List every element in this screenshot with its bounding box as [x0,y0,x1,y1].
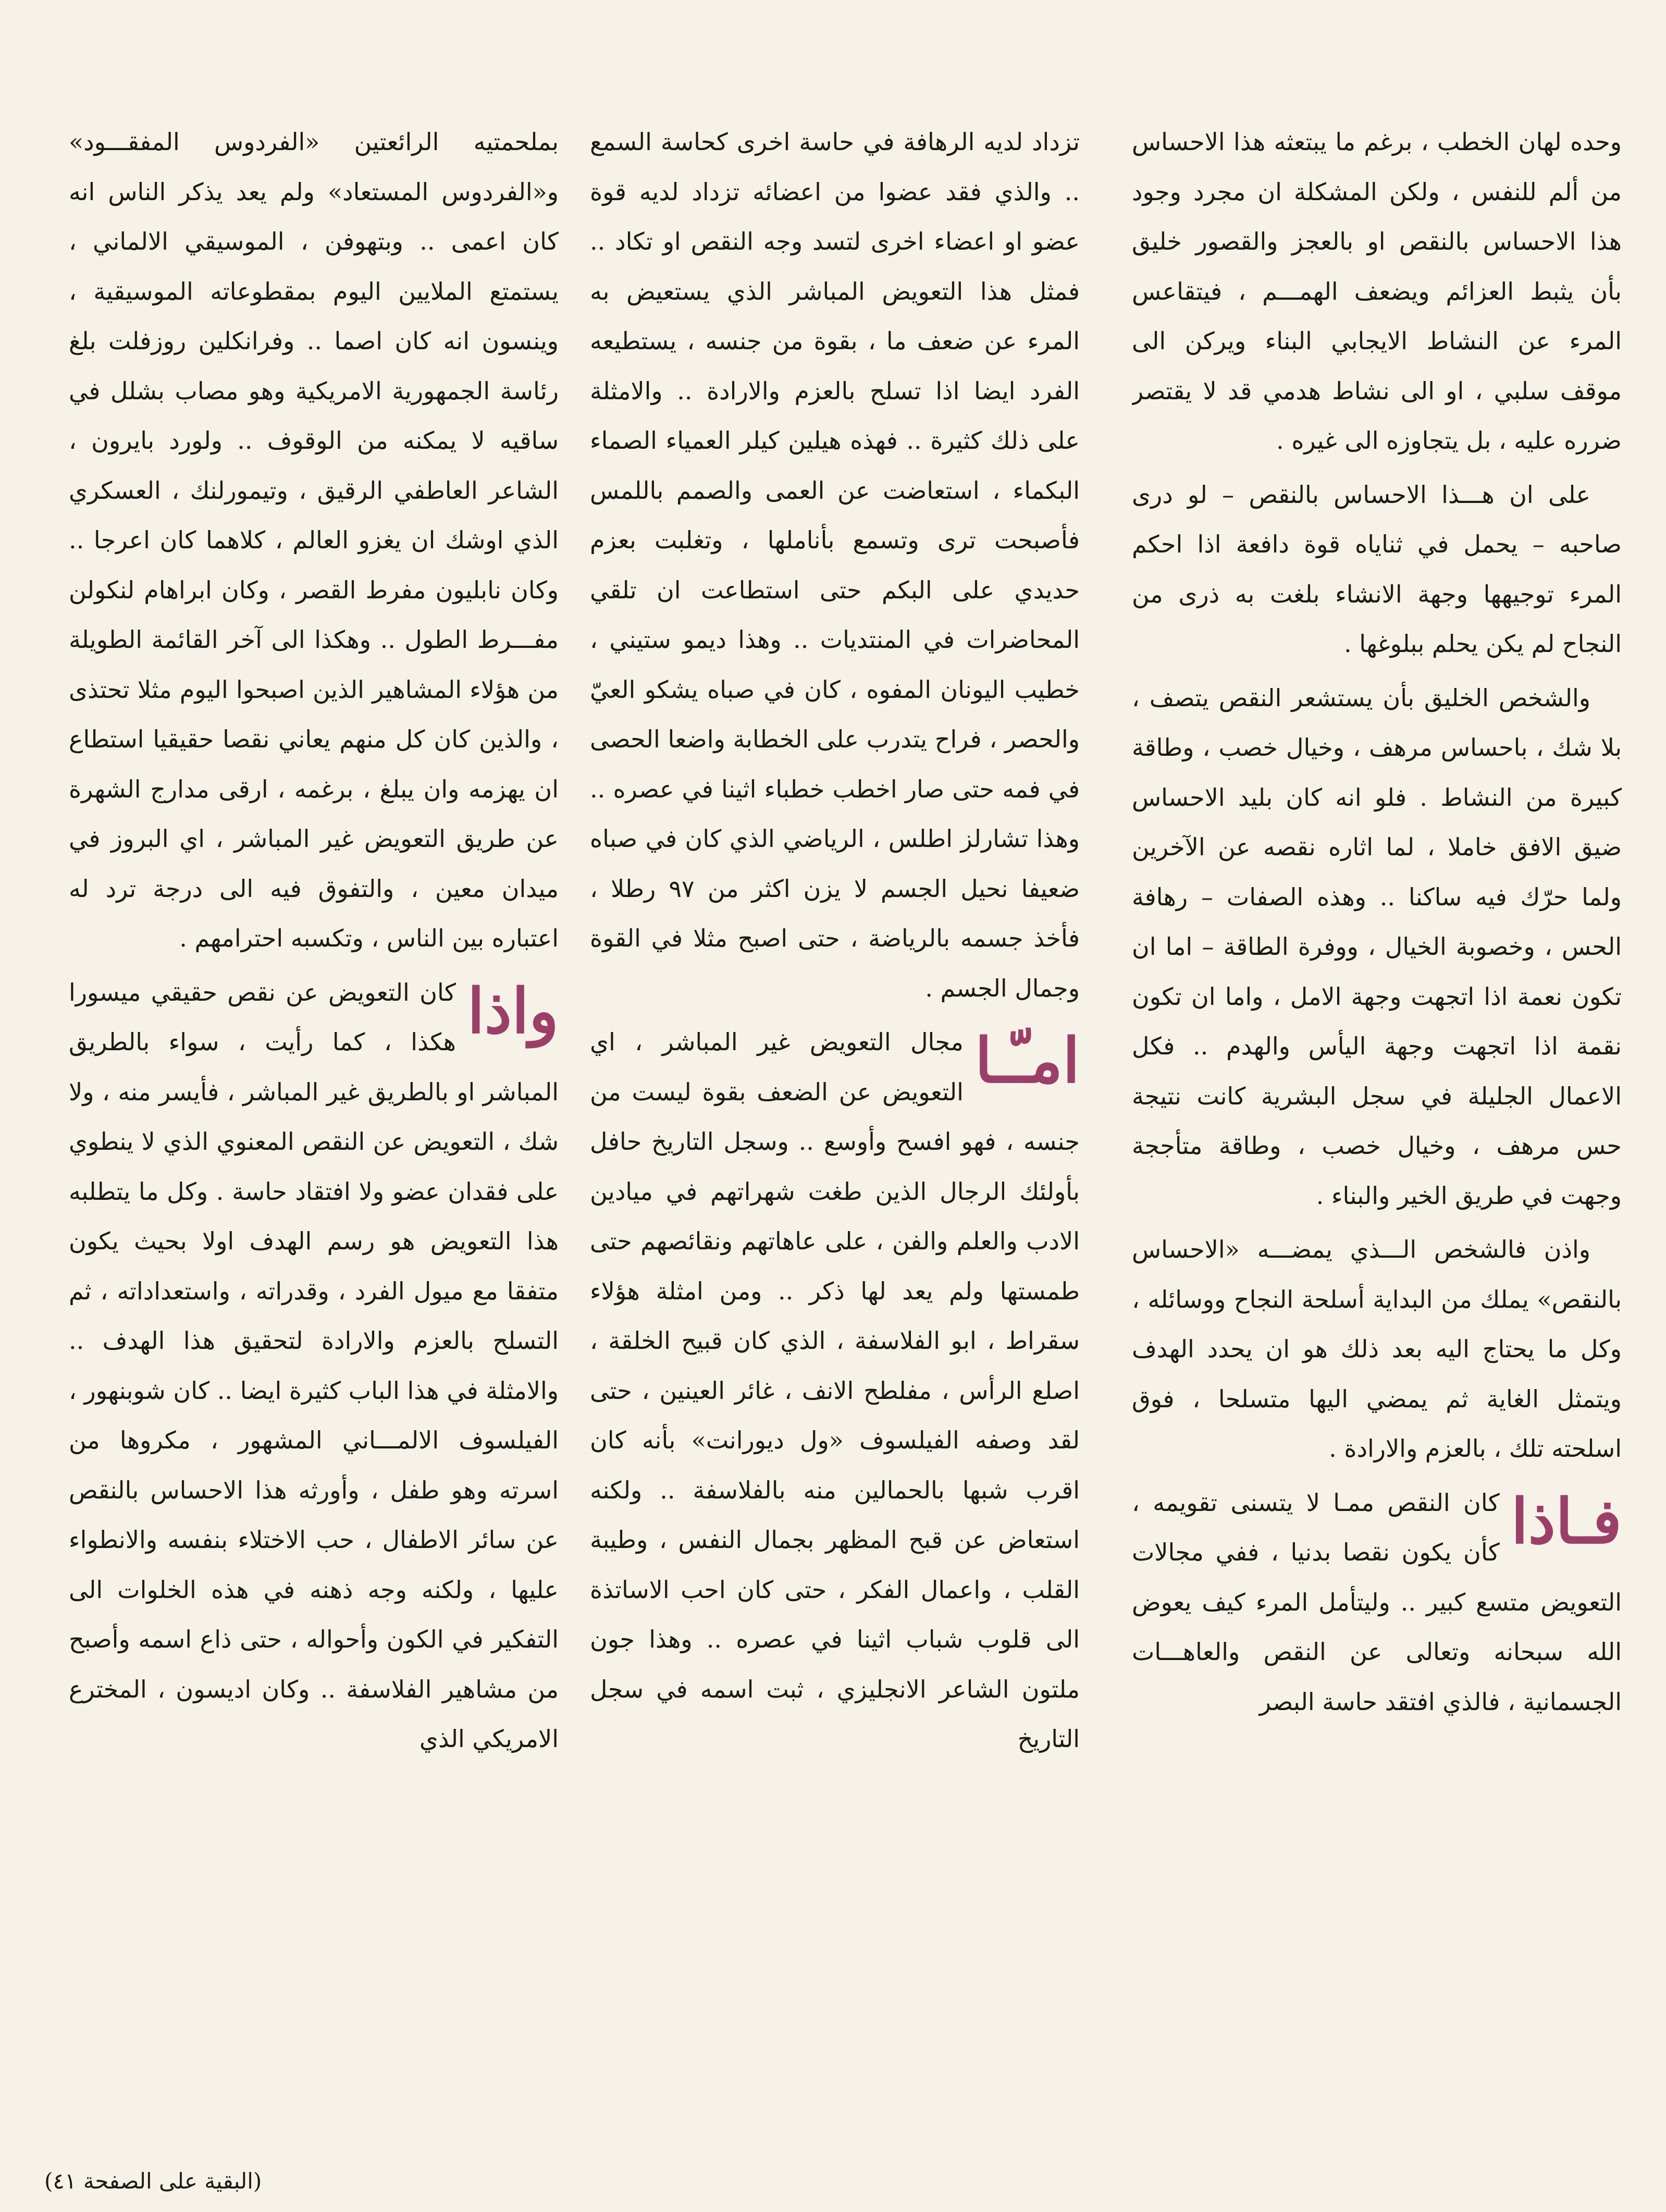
continuation-note: (البقية على الصفحة ٤١) [44,2168,262,2194]
dropcap-paragraph [590,1017,1080,1764]
paragraph: واذن فالشخص الـــذي يمضـــه «الاحساس بالنقص» يملك من البداية أسلحة النجاح ووسائله ، وكل ما يحتاج اليه بعد ذلك هو ان يحدد الهدف ويتمثل الغاية ثم يمضي اليها متسلحا ، فوق اسلحته تلك ، بالعزم والارادة . [1132,1235,1622,1463]
paragraph: على ان هـــذا الاحساس بالنقص – لو درى صاحبه – يحمل في ثناياه قوة دافعة اذا احكم المرء توجيهها وجهة الانشاء بلغت به ذرى من النجاح لم يكن يحلم ببلوغها . [1132,480,1622,658]
paragraph: كان النقص ممـا لا يتسنى تقويمه ، كأن يكون نقصا بدنيا ، ففي مجالات التعويض متسع كبير .. وليتأمل المرء كيف يعوض الله سبحانه وتعالى عن النقص والعاهـــات الجسمانية ، فالذي افتقد حاسة البصر [1132,1488,1622,1716]
dropcap-word: فـاذا [1511,1484,1622,1557]
paragraph: والشخص الخليق بأن يستشعر النقص يتصف ، بلا شك ، باحساس مرهف ، وخيال خصب ، وطاقة كبيرة من النشاط . فلو انه كان بليد الاحساس ضيق الافق خاملا ، لما اثاره نقصه عن الآخرين ولما حرّك فيه ساكنا .. وهذه الصفات – رهافة الحس ، وخصوبة الخيال ، ووفرة الطاقة – اما ان تكون نعمة اذا اتجهت وجهة الامل ، واما ان تكون نقمة اذا اتجهت وجهة اليأس والهدم .. فكل الاعمال الجليلة في سجل البشرية كانت نتيجة حس مرهف ، وخيال خصب ، وطاقة متأججة وجهت في طريق الخير والبناء . [1132,683,1622,1210]
paragraph: تزداد لديه الرهافة في حاسة اخرى كحاسة السمع .. والذي فقد عضوا من اعضائه تزداد لديه قوة عضو او اعضاء اخرى لتسد وجه النقص او تكاد .. فمثل هذا التعويض المباشر الذي يستعيض به المرء عن ضعف ما ، بقوة من جنسه ، يستطيعه الفرد ايضا اذا تسلح بالعزم والارادة .. والامثلة على ذلك كثيرة .. فهذه هيلين كيلر العمياء الصماء البكماء ، استعاضت عن العمى والصمم باللمس فأصبحت ترى وتسمع بأناملها ، وتغلبت بعزم حديدي على البكم حتى استطاعت ان تلقي المحاضرات في المنتديات .. وهذا ديمو ستيني ، خطيب اليونان المفوه ، كان في صباه يشكو العيّ والحصر ، فراح يتدرب على الخطابة واضعا الحصى في فمه حتى صار اخطب خطباء اثينا في عصره .. وهذا تشارلز اطلس ، الرياضي الذي كان في صباه ضعيفا نحيل الجسم لا يزن اكثر من ٩٧ رطلا ، فأخذ جسمه بالرياضة ، حتى اصبح مثلا في القوة وجمال الجسم . [590,128,1080,1002]
article-column-left [69,117,559,2166]
paragraph: وحده لهان الخطب ، برغم ما يبتعثه هذا الاحساس من ألم للنفس ، ولكن المشكلة ان مجرد وجود هذا الاحساس بالنقص او بالعجز والقصور خليق بأن يثبط العزائم ويضعف الهمـــم ، فيتقاعس المرء عن النشاط الايجابي البناء ويركن الى موقف سلبي ، او الى نشاط هدمي قد لا يقتصر ضرره عليه ، بل يتجاوزه الى غيره . [1132,128,1622,454]
article-column-right [1132,117,1622,2166]
dropcap-word: امـّـا [974,1024,1080,1097]
article-column-middle [590,117,1080,2166]
paragraph: مجال التعويض غير المباشر ، اي التعويض عن الضعف بقوة ليست من جنسه ، فهو افسح وأوسع .. وسجل التاريخ حافل بأولئك الرجال الذين طغت شهراتهم في ميادين الادب والعلم والفن ، على عاهاتهم ونقائصهم حتى طمستها ولم يعد لها ذكر .. ومن امثلة هؤلاء سقراط ، ابو الفلاسفة ، الذي كان قبيح الخلقة ، اصلع الرأس ، مفلطح الانف ، غائر العينين ، حتى لقد وصفه الفيلسوف «ول ديورانت» بأنه كان اقرب شبها بالحمالين منه بالفلاسفة .. ولكنه استعاض عن قبح المظهر بجمال النفس ، وطيبة القلب ، واعمال الفكر ، حتى كان احب الاساتذة الى قلوب شباب اثينا في عصره .. وهذا جون ملتون الشاعر الانجليزي ، ثبت اسمه في سجل التاريخ [590,1028,1080,1753]
paragraph: كان التعويض عن نقص حقيقي ميسورا هكذا ، كما رأيت ، سواء بالطريق المباشر او بالطريق غير المباشر ، فأيسر منه ، ولا شك ، التعويض عن النقص المعنوي الذي لا ينطوي على فقدان عضو ولا افتقاد حاسة . وكل ما يتطلبه هذا التعويض هو رسم الهدف اولا بحيث يكون متفقا مع ميول الفرد ، وقدراته ، واستعداداته ، ثم التسلح بالعزم والارادة لتحقيق هذا الهدف .. والامثلة في هذا الباب كثيرة ايضا .. كان شوبنهور ، الفيلسوف الالمـــاني المشهور ، مكروها من اسرته وهو طفل ، وأورثه هذا الاحساس بالنقص عن سائر الاطفال ، حب الاختلاء بنفسه والانطواء عليها ، ولكنه وجه ذهنه في هذه الخلوات الى التفكير في الكون وأحواله ، حتى ذاع اسمه وأصبح من مشاهير الفلاسفة .. وكان اديسون ، المخترع الامريكي الذي [69,978,559,1753]
paragraph: بملحمتيه الرائعتين «الفردوس المفقـــود» و«الفردوس المستعاد» ولم يعد يذكر الناس انه كان اعمى .. وبتهوفن ، الموسيقي الالماني ، يستمتع الملايين اليوم بمقطوعاته الموسيقية ، وينسون انه كان اصما .. وفرانكلين روزفلت بلغ رئاسة الجمهورية الامريكية وهو مصاب بشلل في ساقيه لا يمكنه من الوقوف .. ولورد بايرون ، الشاعر العاطفي الرقيق ، وتيمورلنك ، العسكري الذي اوشك ان يغزو العالم ، كلاهما كان اعرجا .. وكان نابليون مفرط القصر ، وكان ابراهام لنكولن مفـــرط الطول .. وهكذا الى آخر القائمة الطويلة من هؤلاء المشاهير الذين اصبحوا اليوم مثلا تحتذى ، والذين كان كل منهم يعاني نقصا حقيقيا استطاع ان يهزمه وان يبلغ ، برغمه ، ارقى مدارج الشهرة عن طريق التعويض غير المباشر ، اي البروز في ميدان معين ، والتفوق فيه الى درجة ترد له اعتباره بين الناس ، وتكسبه احترامهم . [69,128,559,952]
dropcap-word: واذا [467,974,559,1047]
dropcap-paragraph [1132,1478,1622,1727]
dropcap-paragraph [69,968,559,1764]
